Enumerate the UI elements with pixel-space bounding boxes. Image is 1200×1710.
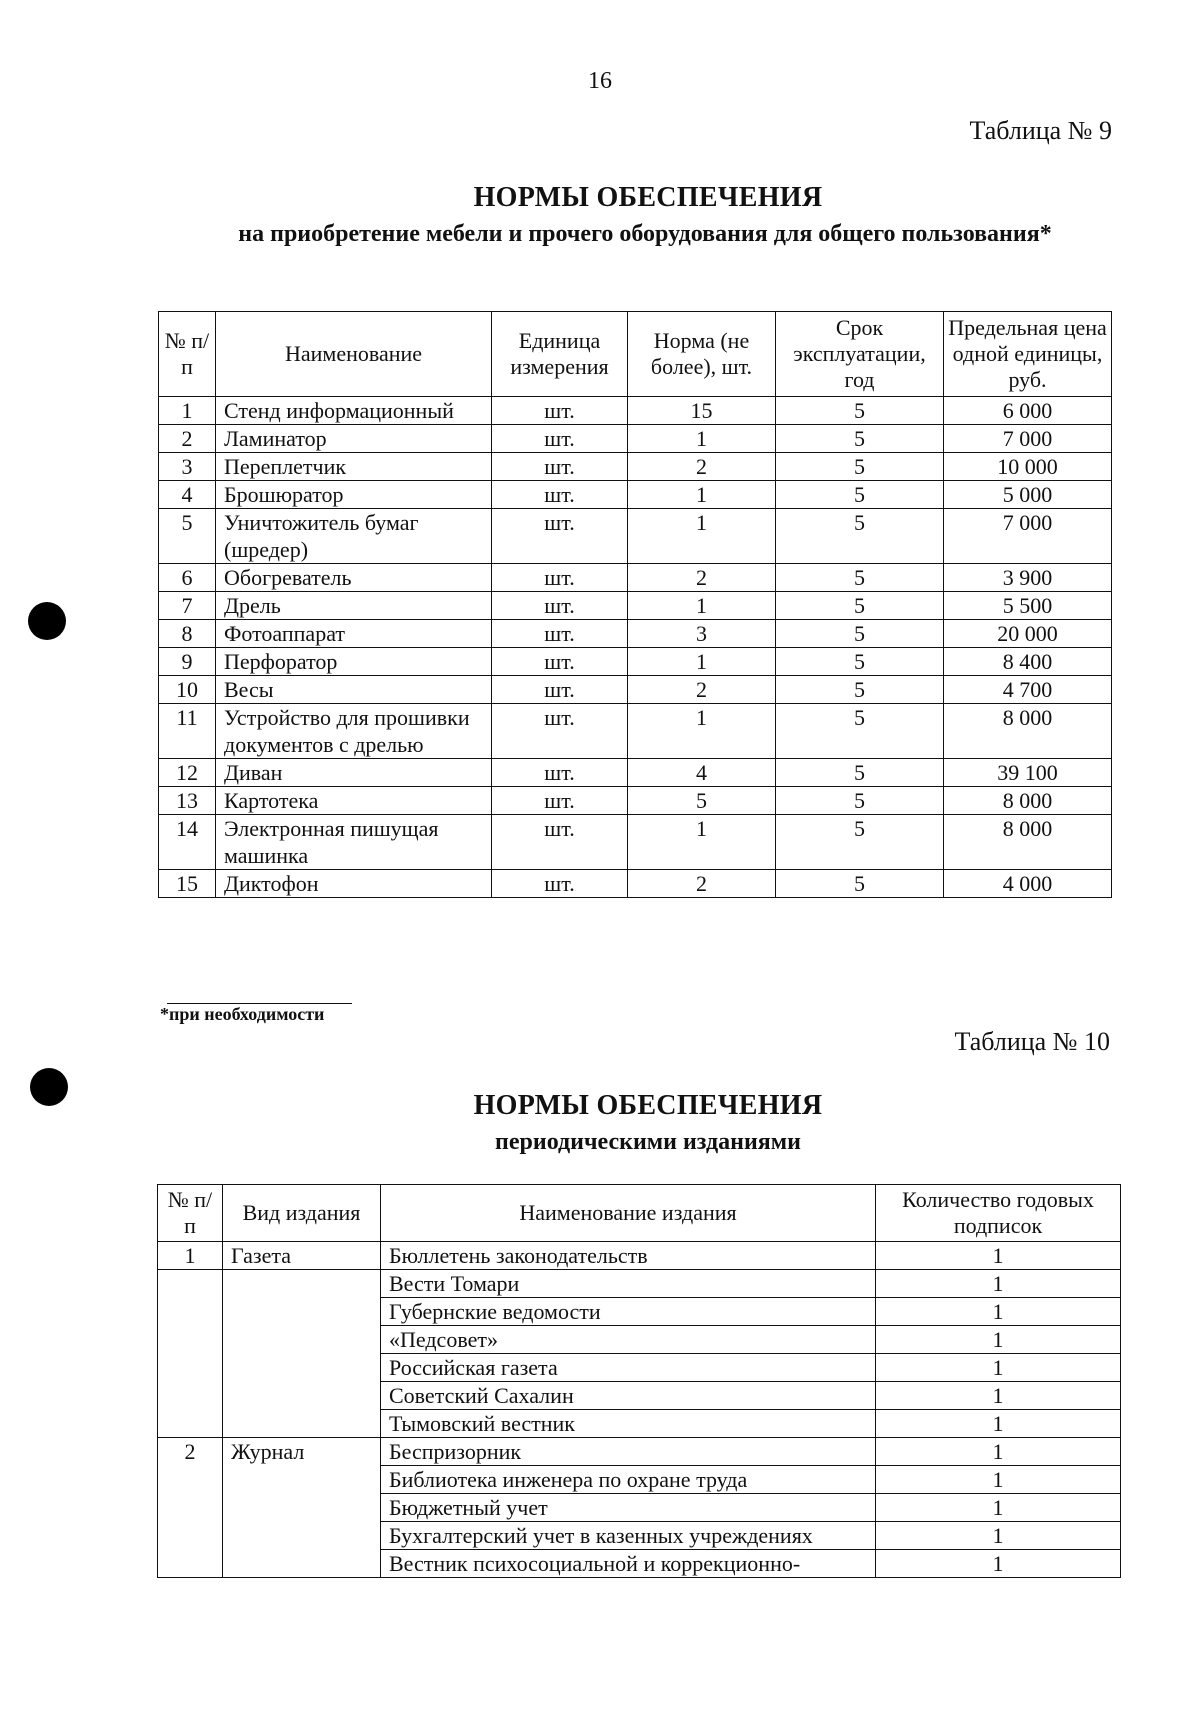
table9-term: 5 — [776, 481, 944, 509]
table9-price: 20 000 — [944, 620, 1112, 648]
table9 — [158, 311, 1112, 898]
table9-footnote: *при необходимости — [160, 1004, 325, 1024]
table-row — [159, 481, 1112, 509]
table9-item-name: Диктофон — [216, 870, 492, 898]
table9-row-num: 7 — [159, 592, 216, 620]
table9-norm: 5 — [628, 787, 776, 815]
table9-unit: шт. — [492, 759, 628, 787]
table9-label: Таблица № 9 — [969, 116, 1112, 145]
table-row — [159, 509, 1112, 564]
table-row — [159, 759, 1112, 787]
table9-norm: 2 — [628, 676, 776, 704]
table9-unit: шт. — [492, 704, 628, 759]
table10-subscription-count: 1 — [876, 1298, 1121, 1326]
table9-term: 5 — [776, 620, 944, 648]
table9-item-name: Стенд информационный — [216, 397, 492, 425]
table10-publication-name: Библиотека инженера по охране труда — [381, 1466, 876, 1494]
table9-row-num: 2 — [159, 425, 216, 453]
table10-header-kind: Вид издания — [223, 1185, 381, 1242]
table9-term: 5 — [776, 453, 944, 481]
table10 — [157, 1184, 1121, 1578]
table9-item-name: Картотека — [216, 787, 492, 815]
table9-norm: 2 — [628, 870, 776, 898]
table9-item-name: Устройство для прошивки документов с дрелью — [216, 704, 492, 759]
table9-unit: шт. — [492, 648, 628, 676]
table9-term: 5 — [776, 509, 944, 564]
table10-subscription-count: 1 — [876, 1242, 1121, 1270]
table9-norm: 1 — [628, 815, 776, 870]
table10-publication-name: Вести Томари — [381, 1270, 876, 1298]
table-row — [159, 592, 1112, 620]
table-row — [159, 453, 1112, 481]
table10-header-row — [158, 1185, 1121, 1242]
table9-row-num: 8 — [159, 620, 216, 648]
table9-item-name: Фотоаппарат — [216, 620, 492, 648]
table9-item-name: Весы — [216, 676, 492, 704]
table9-unit: шт. — [492, 870, 628, 898]
table-row — [159, 815, 1112, 870]
table-row — [159, 704, 1112, 759]
punch-hole-bottom — [30, 1068, 68, 1106]
table9-term: 5 — [776, 425, 944, 453]
table10-group-kind: Газета — [223, 1242, 381, 1270]
table9-unit: шт. — [492, 509, 628, 564]
table9-price: 8 400 — [944, 648, 1112, 676]
table9-norm: 1 — [628, 509, 776, 564]
table-row — [158, 1242, 1121, 1270]
table9-item-name: Диван — [216, 759, 492, 787]
table9-unit: шт. — [492, 397, 628, 425]
table10-subscription-count: 1 — [876, 1382, 1121, 1410]
table10-publication-name: Губернские ведомости — [381, 1298, 876, 1326]
table9-unit: шт. — [492, 564, 628, 592]
table9-term: 5 — [776, 564, 944, 592]
table-row — [159, 425, 1112, 453]
table9-row-num: 5 — [159, 509, 216, 564]
table9-price: 10 000 — [944, 453, 1112, 481]
table9-term: 5 — [776, 787, 944, 815]
table10-header-num: № п/п — [158, 1185, 223, 1242]
table10-subscription-count: 1 — [876, 1438, 1121, 1466]
table9-term: 5 — [776, 704, 944, 759]
table9-price: 7 000 — [944, 425, 1112, 453]
table9-norm: 1 — [628, 592, 776, 620]
punch-hole-top — [28, 602, 66, 640]
table10-publication-name: Вестник психосоциальной и коррекционно- — [381, 1550, 876, 1578]
table9-term: 5 — [776, 592, 944, 620]
table9-header-norm: Норма (не более), шт. — [628, 312, 776, 397]
table10-subscription-count: 1 — [876, 1522, 1121, 1550]
table9-norm: 4 — [628, 759, 776, 787]
table9-header-price: Предельная цена одной единицы, руб. — [944, 312, 1112, 397]
table10-publication-name: Тымовский вестник — [381, 1410, 876, 1438]
table9-term: 5 — [776, 870, 944, 898]
table-row — [159, 397, 1112, 425]
table9-item-name: Брошюратор — [216, 481, 492, 509]
table9-row-num: 13 — [159, 787, 216, 815]
table9-subtitle: на приобретение мебели и прочего оборудования для общего пользования* — [238, 221, 1052, 247]
table10-header-count: Количество годовых подписок — [876, 1185, 1121, 1242]
table9-item-name: Обогреватель — [216, 564, 492, 592]
table9-row-num: 3 — [159, 453, 216, 481]
table10-subscription-count: 1 — [876, 1326, 1121, 1354]
table9-unit: шт. — [492, 676, 628, 704]
table9-norm: 15 — [628, 397, 776, 425]
table9-row-num: 12 — [159, 759, 216, 787]
table9-title: НОРМЫ ОБЕСПЕЧЕНИЯ — [473, 182, 823, 213]
table9-row-num: 4 — [159, 481, 216, 509]
table10-subscription-count: 1 — [876, 1550, 1121, 1578]
table10-publication-name: Советский Сахалин — [381, 1382, 876, 1410]
table9-item-name: Ламинатор — [216, 425, 492, 453]
table10-group-num: 1 — [158, 1242, 223, 1270]
table9-term: 5 — [776, 815, 944, 870]
table-row — [159, 676, 1112, 704]
table9-norm: 3 — [628, 620, 776, 648]
table-row — [159, 564, 1112, 592]
table-row — [159, 620, 1112, 648]
table9-unit: шт. — [492, 787, 628, 815]
table10-subscription-count: 1 — [876, 1494, 1121, 1522]
table9-norm: 1 — [628, 481, 776, 509]
table10-header-title: Наименование издания — [381, 1185, 876, 1242]
table-row — [159, 787, 1112, 815]
table10-subtitle: периодическими изданиями — [495, 1129, 801, 1155]
table9-term: 5 — [776, 676, 944, 704]
table10-publication-name: Российская газета — [381, 1354, 876, 1382]
table10-publication-name: Бюджетный учет — [381, 1494, 876, 1522]
table10-empty-cell — [158, 1270, 223, 1438]
table10-subscription-count: 1 — [876, 1270, 1121, 1298]
table9-row-num: 14 — [159, 815, 216, 870]
table9-price: 3 900 — [944, 564, 1112, 592]
table9-unit: шт. — [492, 815, 628, 870]
table10-group-kind: Журнал — [223, 1438, 381, 1578]
table9-row-num: 11 — [159, 704, 216, 759]
table9-norm: 1 — [628, 425, 776, 453]
table9-term: 5 — [776, 648, 944, 676]
table9-price: 5 500 — [944, 592, 1112, 620]
table10-subscription-count: 1 — [876, 1466, 1121, 1494]
table9-item-name: Уничтожитель бумаг (шредер) — [216, 509, 492, 564]
table9-unit: шт. — [492, 592, 628, 620]
table9-item-name: Переплетчик — [216, 453, 492, 481]
table10-publication-name: Бюллетень законодательств — [381, 1242, 876, 1270]
table9-unit: шт. — [492, 481, 628, 509]
table9-norm: 1 — [628, 648, 776, 676]
table10-subscription-count: 1 — [876, 1354, 1121, 1382]
table9-term: 5 — [776, 759, 944, 787]
table9-price: 4 000 — [944, 870, 1112, 898]
table9-header-row — [159, 312, 1112, 397]
table9-norm: 2 — [628, 564, 776, 592]
table9-term: 5 — [776, 397, 944, 425]
table9-price: 8 000 — [944, 787, 1112, 815]
table-row — [159, 648, 1112, 676]
table9-header-num: № п/п — [159, 312, 216, 397]
table9-item-name: Электронная пишущая машинка — [216, 815, 492, 870]
table9-row-num: 1 — [159, 397, 216, 425]
table9-norm: 2 — [628, 453, 776, 481]
table-row — [158, 1438, 1121, 1466]
table9-unit: шт. — [492, 453, 628, 481]
page-number: 16 — [588, 68, 612, 94]
table10-publication-name: «Педсовет» — [381, 1326, 876, 1354]
table9-row-num: 6 — [159, 564, 216, 592]
table9-header-term: Срок эксплуатации, год — [776, 312, 944, 397]
table9-price: 4 700 — [944, 676, 1112, 704]
table9-price: 5 000 — [944, 481, 1112, 509]
table9-price: 8 000 — [944, 815, 1112, 870]
table9-header-name: Наименование — [216, 312, 492, 397]
table9-price: 39 100 — [944, 759, 1112, 787]
table9-row-num: 9 — [159, 648, 216, 676]
table9-item-name: Перфоратор — [216, 648, 492, 676]
table9-unit: шт. — [492, 620, 628, 648]
table10-publication-name: Бухгалтерский учет в казенных учреждениях — [381, 1522, 876, 1550]
table9-norm: 1 — [628, 704, 776, 759]
table9-header-unit: Единица измерения — [492, 312, 628, 397]
table-row — [159, 870, 1112, 898]
table9-row-num: 10 — [159, 676, 216, 704]
table10-publication-name: Беспризорник — [381, 1438, 876, 1466]
table9-row-num: 15 — [159, 870, 216, 898]
table10-label: Таблица № 10 — [954, 1027, 1110, 1056]
table9-item-name: Дрель — [216, 592, 492, 620]
table10-empty-cell — [223, 1270, 381, 1438]
table9-price: 8 000 — [944, 704, 1112, 759]
table10-title: НОРМЫ ОБЕСПЕЧЕНИЯ — [473, 1090, 823, 1121]
table10-group-num: 2 — [158, 1438, 223, 1578]
table9-unit: шт. — [492, 425, 628, 453]
table9-price: 6 000 — [944, 397, 1112, 425]
table-row — [158, 1270, 1121, 1298]
table10-subscription-count: 1 — [876, 1410, 1121, 1438]
table9-price: 7 000 — [944, 509, 1112, 564]
